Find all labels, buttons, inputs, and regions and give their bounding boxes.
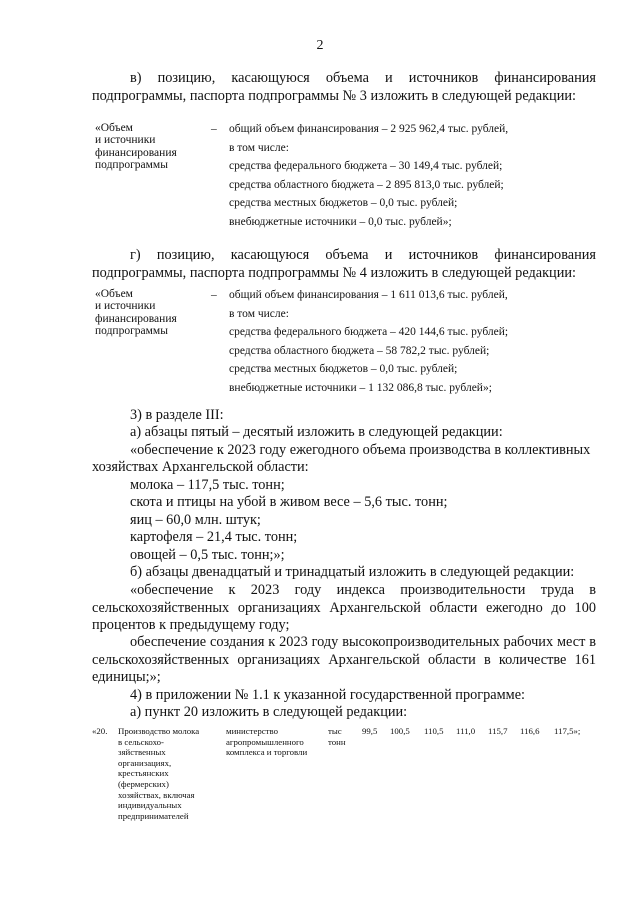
value-cell: 116,6 [520,726,540,736]
paragraph-g: г) позицию, касающуюся объема и источников финансирования подпрограммы, паспорта подпрограммы № 4 изложить в следующей редакции: [92,247,596,281]
section-4-item-a: а) пункт 20 изложить в следующей редакции: [130,704,408,720]
value-cell: 100,5 [390,726,410,736]
list-item: яиц – 60,0 млн. штук; [130,512,261,528]
value-cell: 111,0 [456,726,476,736]
unit: тыс тонн [328,726,346,747]
quote-3: обеспечение создания к 2023 году высокопроизводительных рабочих мест в сельскохозяйственных организациях Архангельской области в количестве 161 единицы;»; [92,634,596,685]
dash: – [211,123,217,135]
dash: – [211,289,217,301]
paragraph-v: в) позицию, касающуюся объема и источников финансирования подпрограммы, паспорта подпрограммы № 3 изложить в следующей редакции: [92,70,596,104]
quote-1-line-2: хозяйствах Архангельской области: [92,459,309,475]
value-cell: 117,5»; [554,726,581,736]
section-3-heading: 3) в разделе III: [130,407,224,423]
section-3-item-b: б) абзацы двенадцатый и тринадцатый изложить в следующей редакции: [130,564,575,580]
financing-label: «Объем и источники финансирования подпрограммы [95,122,177,171]
list-item: картофеля – 21,4 тыс. тонн; [130,529,298,545]
financing-block-3 [95,120,595,235]
financing-label: «Объем и источники финансирования подпрограммы [95,288,177,337]
value-cell: 99,5 [362,726,378,736]
financing-block-4 [95,286,595,401]
value-cell: 110,5 [424,726,444,736]
page-number: 2 [316,38,324,53]
list-item: молока – 117,5 тыс. тонн; [130,477,285,493]
list-item: овощей – 0,5 тыс. тонн;»; [130,547,285,563]
indicator-name: Производство молока в сельскохо- зяйственных организациях, крестьянских (фермерских) хозяйствах, включая индивидуальных предпринимателей [118,726,200,821]
financing-values: общий объем финансирования – 2 925 962,4 тыс. рублей, в том числе: средства федерального бюджета – 30 149,4 тыс. рублей; средства областного бюджета – 2 895 813,0 тыс. рублей; средства местных бюджетов – 0,0 тыс. рублей; внебюджетные источники – 0,0 тыс. рублей»; [229,123,509,228]
row-number: «20. [92,726,108,736]
responsible-org: министерство агропромышленного комплекса и торговли [226,726,308,758]
list-item: скота и птицы на убой в живом весе – 5,6 тыс. тонн; [130,494,448,510]
value-cell: 115,7 [488,726,508,736]
section-4-heading: 4) в приложении № 1.1 к указанной государственной программе: [130,687,526,703]
quote-1-line-1: «обеспечение к 2023 году ежегодного объема производства в коллективных [130,442,591,458]
section-3-item-a: а) абзацы пятый – десятый изложить в следующей редакции: [130,424,503,440]
quote-2: «обеспечение к 2023 году индекса производительности труда в сельскохозяйственных организациях Архангельской области ежегодно до 100 процентов к предыдущему году; [92,582,596,633]
financing-values: общий объем финансирования – 1 611 013,6 тыс. рублей, в том числе: средства федерального бюджета – 420 144,6 тыс. рублей; средства областного бюджета – 58 782,2 тыс. рублей; средства местных бюджетов – 0,0 тыс. рублей; внебюджетные источники – 1 132 086,8 тыс. рублей»; [229,289,509,394]
